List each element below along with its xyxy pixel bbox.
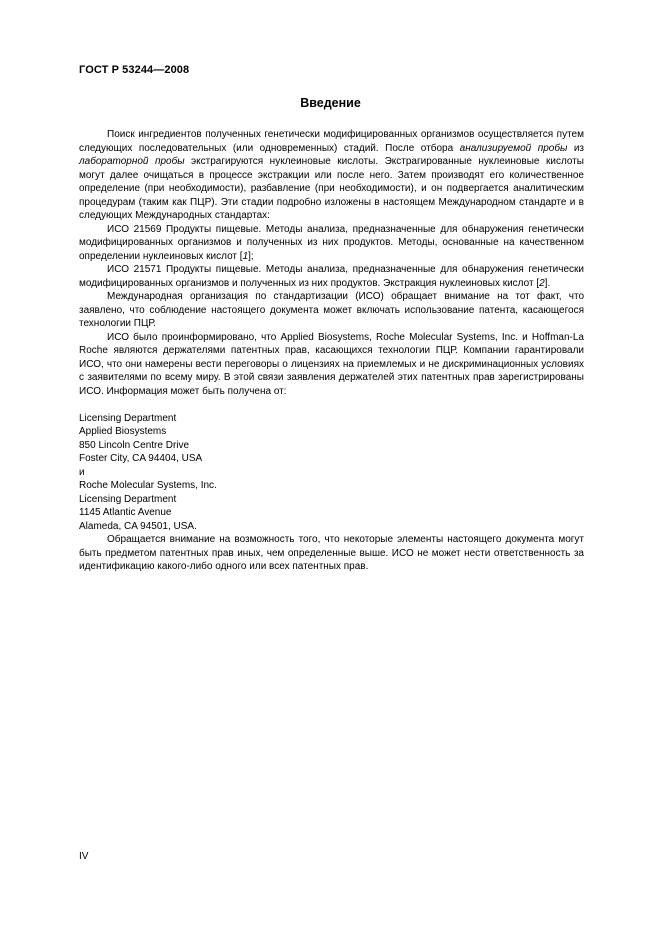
document-body (79, 128, 584, 574)
text-run: ]. (544, 277, 551, 289)
address-line: Foster City, CA 94404, USA (79, 453, 203, 464)
text-run: ]; (248, 250, 254, 262)
page-number: IV (79, 851, 89, 862)
address-line: Licensing Department (79, 412, 177, 424)
reference-number: 2 (539, 277, 545, 289)
address-line: Applied Biosystems (79, 426, 167, 437)
paragraph-patent-disclaimer: Обращается внимание на возможность того, что некоторые элементы настоящего документа могут быть предметом патентных прав иных, чем определенные выше. ИСО не может нести ответственность за идентификацию какого-либо одного или всех патентных прав. (79, 534, 584, 572)
address-line: и (79, 466, 85, 478)
italic-term: лабораторной пробы (79, 156, 185, 167)
address-line: 1145 Atlantic Avenue (79, 507, 172, 518)
reference-number: 1 (242, 250, 249, 262)
section-title: Введение (300, 96, 361, 110)
paragraph-patent-holders: ИСО было проинформировано, что Applied Biosystems, Roche Molecular Systems, Inc. и Hoffman-La Roche являются держателями патентных прав, касающихся технологии ПЦР. Компании гарантировали ИСО, что они намерены вести переговоры о лицензиях на приемлемых и не дискриминационных условиях с заявителями по всему миру. В этой связи заявления держателей этих патентных прав зарегистрированы ИСО. Информация может быть получена от: (79, 331, 584, 397)
text-run: ИСО 21571 Продукты пищевые. Методы анализа, предназначенные для обнаружения генетически модифицированных организмов и полученных из них продуктов. Экстракция нуклеиновых кислот [ (79, 264, 584, 289)
italic-term: анализируемой пробы (459, 142, 568, 154)
paragraph-intro (79, 128, 584, 223)
text-run: из (567, 142, 584, 154)
paragraph-iso-notice: Международная организация по стандартизации (ИСО) обращает внимание на тот факт, что заявлено, что соблюдение настоящего документа может включать использование патента, касающегося технологии ПЦР. (79, 291, 584, 329)
paragraph-iso-21571 (79, 263, 584, 290)
text-run: Поиск ингредиентов полученных генетически модифицированных организмов осуществляется путем следующих последовательных (или одновременных) стадий. После отбора (79, 129, 584, 154)
address-line: Alameda, CA 94501, USA. (79, 520, 197, 532)
document-code-header: ГОСТ Р 53244—2008 (79, 64, 190, 76)
text-run: экстрагируются нуклеиновые кислоты. Экстрагированные нуклеиновые кислоты могут далее очищаться в процессе экстракции или после него. Затем производят его количественное определение (при необходимости), разбавление (при необходимости), и он подвергается аналитическим процедурам (таким как ПЦР). Эти стадии подробно изложены в настоящем Международном стандарте и в следующих Международных стандартах: (79, 156, 584, 221)
address-line: Licensing Department (79, 493, 177, 505)
paragraph-iso-21569 (79, 223, 584, 264)
address-line: Roche Molecular Systems, Inc. (79, 480, 217, 491)
text-run: ИСО 21569 Продукты пищевые. Методы анализа, предназначенные для обнаружения генетически модифицированных организмов и полученных из них продуктов. Методы, основанные на качественном определении нуклеиновых кислот [ (79, 223, 584, 262)
address-block (79, 412, 584, 534)
address-line: 850 Lincoln Centre Drive (79, 439, 190, 451)
